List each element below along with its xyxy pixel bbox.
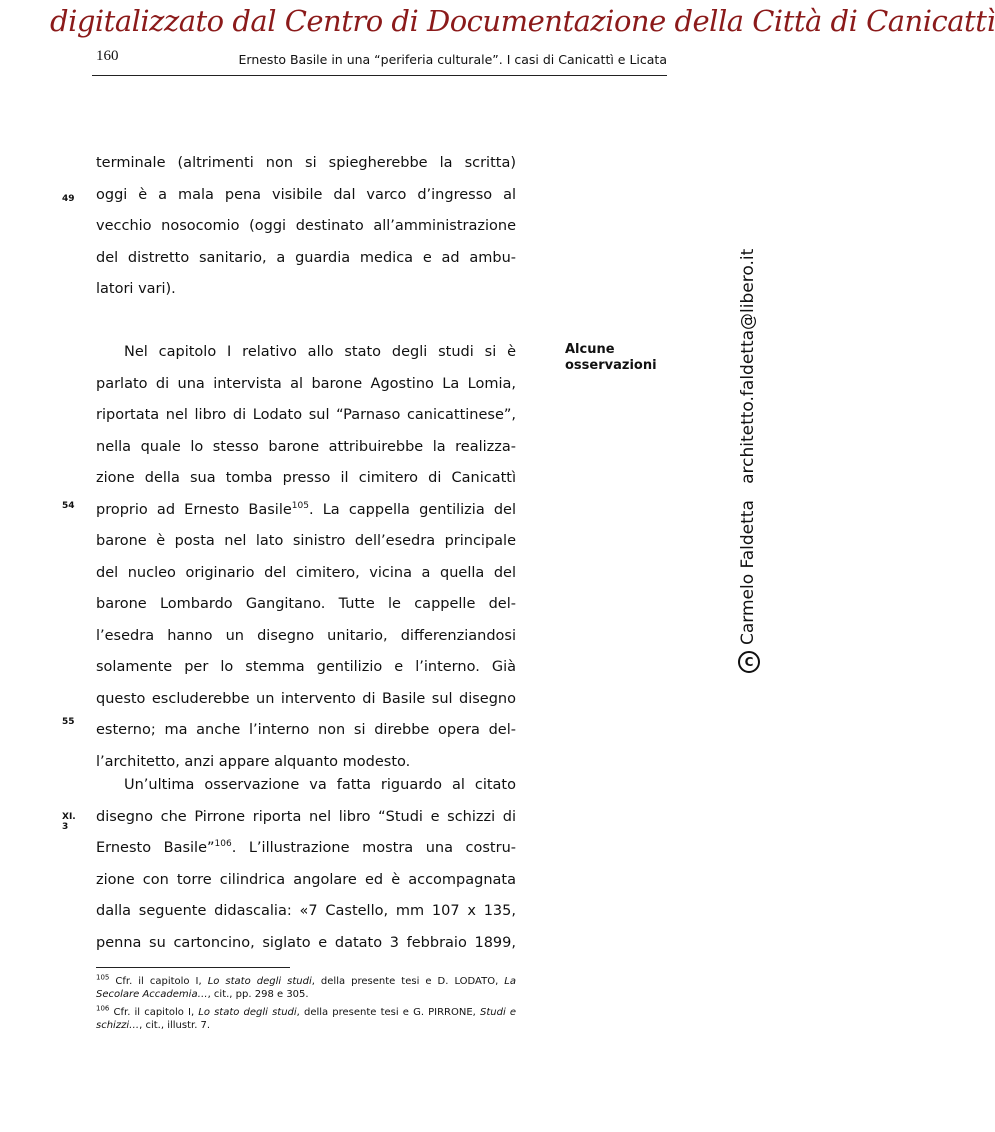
text-line: esterno; ma anche l’interno non si direbbe opera del-	[96, 722, 516, 738]
author-credit-text: Carmelo Faldetta architetto.faldetta@libero.it	[738, 248, 758, 645]
text-line	[96, 833, 516, 865]
text-line: barone è posta nel lato sinistro dell’esedra principale	[96, 533, 516, 549]
text-span: , della presente tesi e D. LODATO,	[311, 976, 505, 987]
text-line	[96, 495, 516, 527]
margin-number: 49	[62, 194, 75, 204]
margin-number: XI.	[62, 812, 76, 822]
digitization-banner: digitalizzato dal Centro di Documentazione della Città di Canicattì	[50, 4, 995, 38]
text-line: Un’ultima osservazione va fatta riguardo al citato	[124, 777, 516, 793]
text-line: del nucleo originario del cimitero, vicina a quella del	[96, 564, 516, 581]
text-line: zione con torre cilindrica angolare ed è accompagnata	[96, 871, 516, 888]
text-span: . L’illustrazione mostra una costru-	[231, 840, 516, 856]
side-heading	[565, 342, 657, 374]
text-line: terminale (altrimenti non si spiegherebbe la scritta)	[96, 155, 516, 171]
text-line: riportata nel libro di Lodato sul “Parnaso canicattinese”,	[96, 407, 516, 423]
side-heading-line: osservazioni	[565, 358, 657, 373]
margin-number: 3	[62, 822, 69, 832]
margin-number: 55	[62, 717, 75, 727]
text-span: Ernesto Basile”	[96, 840, 215, 856]
footnote-rule	[96, 967, 290, 968]
text-line: solamente per lo stemma gentilizio e l’interno. Già	[96, 659, 516, 675]
header-rule	[92, 75, 667, 76]
text-line: dalla seguente didascalia: «7 Castello, mm 107 x 135,	[96, 903, 516, 919]
footnote-106	[96, 1006, 516, 1032]
footnote-ref-106[interactable]: 106	[214, 839, 232, 850]
text-span: , della presente tesi e G. PIRRONE,	[296, 1007, 480, 1018]
text-span: Cfr. il capitolo I,	[109, 976, 208, 987]
text-span: Cfr. il capitolo I,	[109, 1007, 199, 1018]
text-line: l’esedra hanno un disegno unitario, differenziandosi	[96, 627, 516, 644]
footnote-105	[96, 975, 516, 1001]
text-span: Studi e schizzi…	[96, 1007, 516, 1031]
text-line: questo escluderebbe un intervento di Basile sul disegno	[96, 690, 516, 707]
text-span: Lo stato degli studi	[198, 1007, 297, 1018]
running-title: Ernesto Basile in una “periferia culturale”. I casi di Canicattì e Licata	[238, 52, 667, 67]
author-credit	[738, 249, 760, 673]
footnote-ref-105[interactable]: 105	[291, 500, 309, 511]
text-span: . La cappella gentilizia del	[308, 501, 516, 518]
text-line: parlato di una intervista al barone Agostino La Lomia,	[96, 375, 516, 392]
text-line: l’architetto, anzi appare alquanto modesto.	[96, 753, 411, 770]
text-span: proprio ad Ernesto Basile	[96, 501, 292, 518]
paragraph-3	[96, 770, 516, 959]
text-line: Nel capitolo I relativo allo stato degli studi si è	[124, 344, 516, 360]
text-line: oggi è a mala pena visibile dal varco d’ingresso al	[96, 186, 516, 203]
text-span: Lo stato degli studi	[207, 976, 312, 987]
paragraph-2	[96, 337, 516, 778]
text-span: , cit., illustr. 7.	[139, 1020, 211, 1031]
margin-number: 54	[62, 501, 75, 511]
text-line: barone Lombardo Gangitano. Tutte le cappelle del-	[96, 596, 516, 612]
page-number: 160	[96, 48, 119, 64]
footnote-mark: 105	[96, 973, 110, 982]
footnote-mark: 106	[96, 1004, 110, 1013]
text-line: zione della sua tomba presso il cimitero di Canicattì	[96, 470, 516, 486]
text-span: , cit., pp. 298 e 305.	[207, 989, 309, 1000]
side-heading-line: Alcune	[565, 342, 615, 357]
text-line: vecchio nosocomio (oggi destinato all’amministrazione	[96, 218, 516, 234]
text-span: La Secolare Accademia…	[96, 976, 516, 1000]
text-line: disegno che Pirrone riporta nel libro “Studi e schizzi di	[96, 808, 516, 825]
text-line: latori vari).	[96, 281, 176, 297]
paragraph-1	[96, 148, 516, 306]
copyright-icon: C	[738, 651, 760, 673]
text-line: del distretto sanitario, a guardia medica e ad ambu-	[96, 249, 516, 266]
text-line: penna su cartoncino, siglato e datato 3 febbraio 1899,	[96, 934, 516, 951]
text-line: nella quale lo stesso barone attribuirebbe la realizza-	[96, 438, 516, 455]
